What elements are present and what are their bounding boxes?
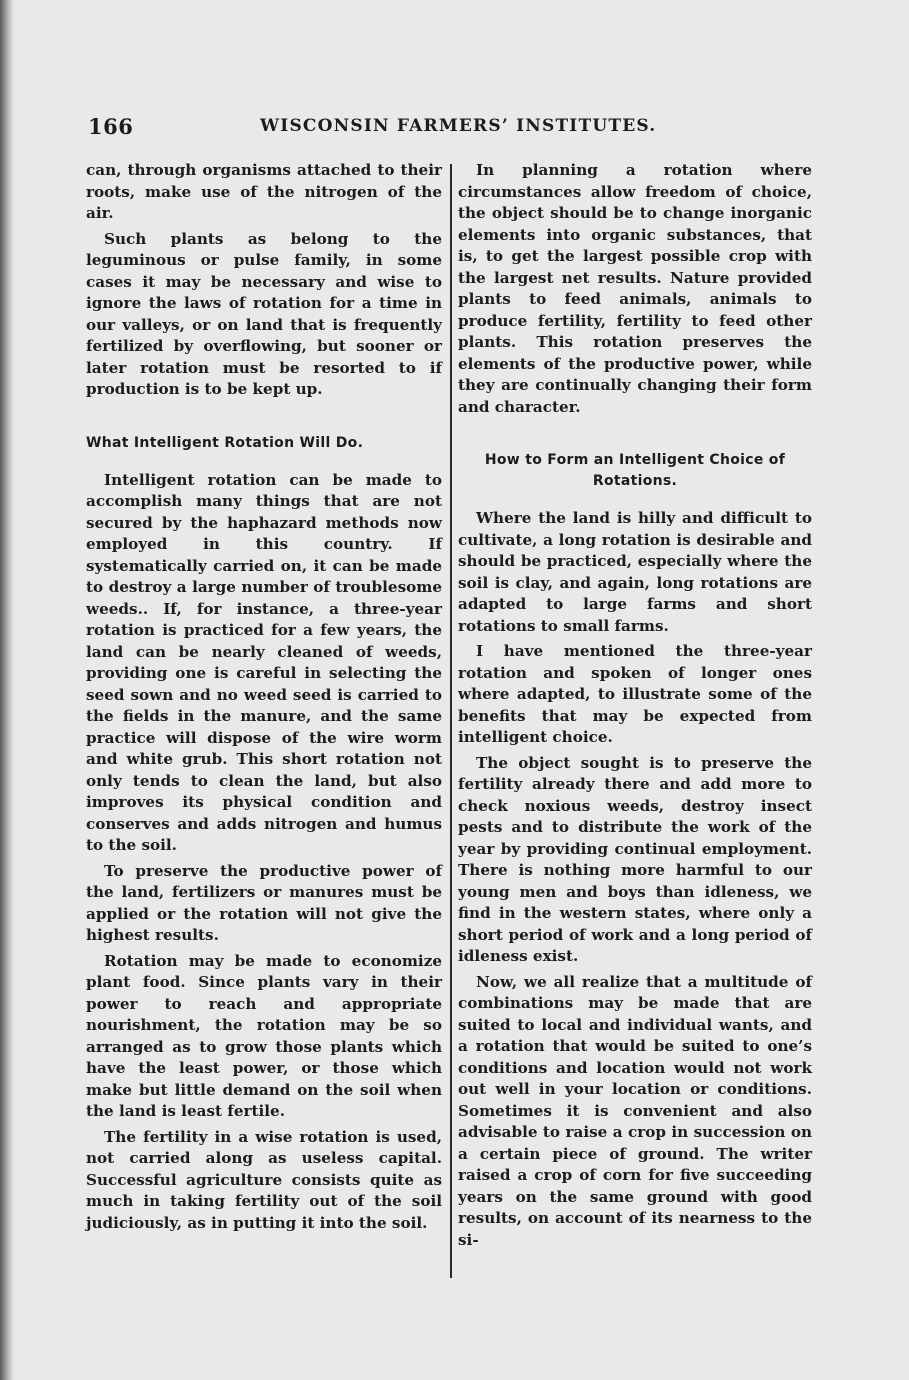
paragraph: I have mentioned the three-year rotation and spoken of longer ones where adapted, to illustrate some of the benefits that may be expected from intelligent choice. [458,642,812,746]
paragraph: The fertility in a wise rotation is used, not carried along as useless capital. Successful agriculture consists quite as much in taking fertility out of the soil judiciously, as in putting it into the soil. [86,1127,442,1232]
running-title: WISCONSIN FARMERS’ INSTITUTES. [260,116,657,136]
section-heading: How to Form an Intelligent Choice of Rotations. [484,452,786,489]
right-column [458,160,812,1251]
paragraph: To preserve the productive power of the land, fertilizers or manures must be applied or the rotation will not give the highest results. [86,861,442,944]
page-edge-shadow [0,0,14,1380]
paragraph: can, through organisms attached to their roots, make use of the nitrogen of the air. [86,161,442,222]
paragraph: Now, we all realize that a multitude of combinations may be made that are suited to local and individual wants, and a rotation that would be suited to one’s conditions and location would not work out well in your location or conditions. Sometimes it is convenient and also advisable to raise a crop in succession on a certain piece of ground. The writer raised a crop of corn for five succeeding years on the same ground with good results, on account of its nearness to the si- [458,972,812,1249]
paragraph: Intelligent rotation can be made to accomplish many things that are not secured by the haphazard methods now employed in this country. If systematically carried on, it can be made to destroy a large number of troublesome weeds.. If, for instance, a three-year rotation is practiced for a few years, the land can be nearly cleaned of weeds, providing one is careful in selecting the seed sown and no weed seed is carried to the fields in the manure, and the same practice will dispose of the wire worm and white grub. This short rotation not only tends to clean the land, but also improves its physical condition and conserves and adds nitrogen and humus to the soil. [86,470,442,854]
page-number: 166 [88,114,134,139]
paragraph: The object sought is to preserve the fertility already there and add more to check noxious weeds, destroy insect pests and to distribute the work of the year by providing continual employment. There is nothing more harmful to our young men and boys than idleness, we find in the western states, where only a short period of work and a long period of idleness exist. [458,753,812,965]
paragraph: Rotation may be made to economize plant food. Since plants vary in their power to reach and appropriate nourishment, the rotation may be so arranged as to grow those plants which have the least power, or those which make but little demand on the soil when the land is least fertile. [86,951,442,1120]
paragraph: Where the land is hilly and difficult to cultivate, a long rotation is desirable and should be practiced, especially where the soil is clay, and again, long rotations are adapted to large farms and short rotations to small farms. [458,509,812,635]
page-header [88,114,840,144]
left-column [86,160,442,1234]
paragraph: Such plants as belong to the leguminous or pulse family, in some cases it may be necessary and wise to ignore the laws of rotation for a time in our valleys, or on land that is frequently fertilized by overflowing, but sooner or later rotation must be resorted to if production is to be kept up. [86,229,442,398]
column-divider [450,164,452,1278]
section-heading: What Intelligent Rotation Will Do. [86,434,364,451]
paragraph: In planning a rotation where circumstances allow freedom of choice, the object should be to change inorganic elements into organic substances, that is, to get the largest possible crop with the largest net results. Nature provided plants to feed animals, animals to produce fertility, fertility to feed other plants. This rotation preserves the elements of the productive power, while they are continually changing their form and character. [458,161,812,416]
